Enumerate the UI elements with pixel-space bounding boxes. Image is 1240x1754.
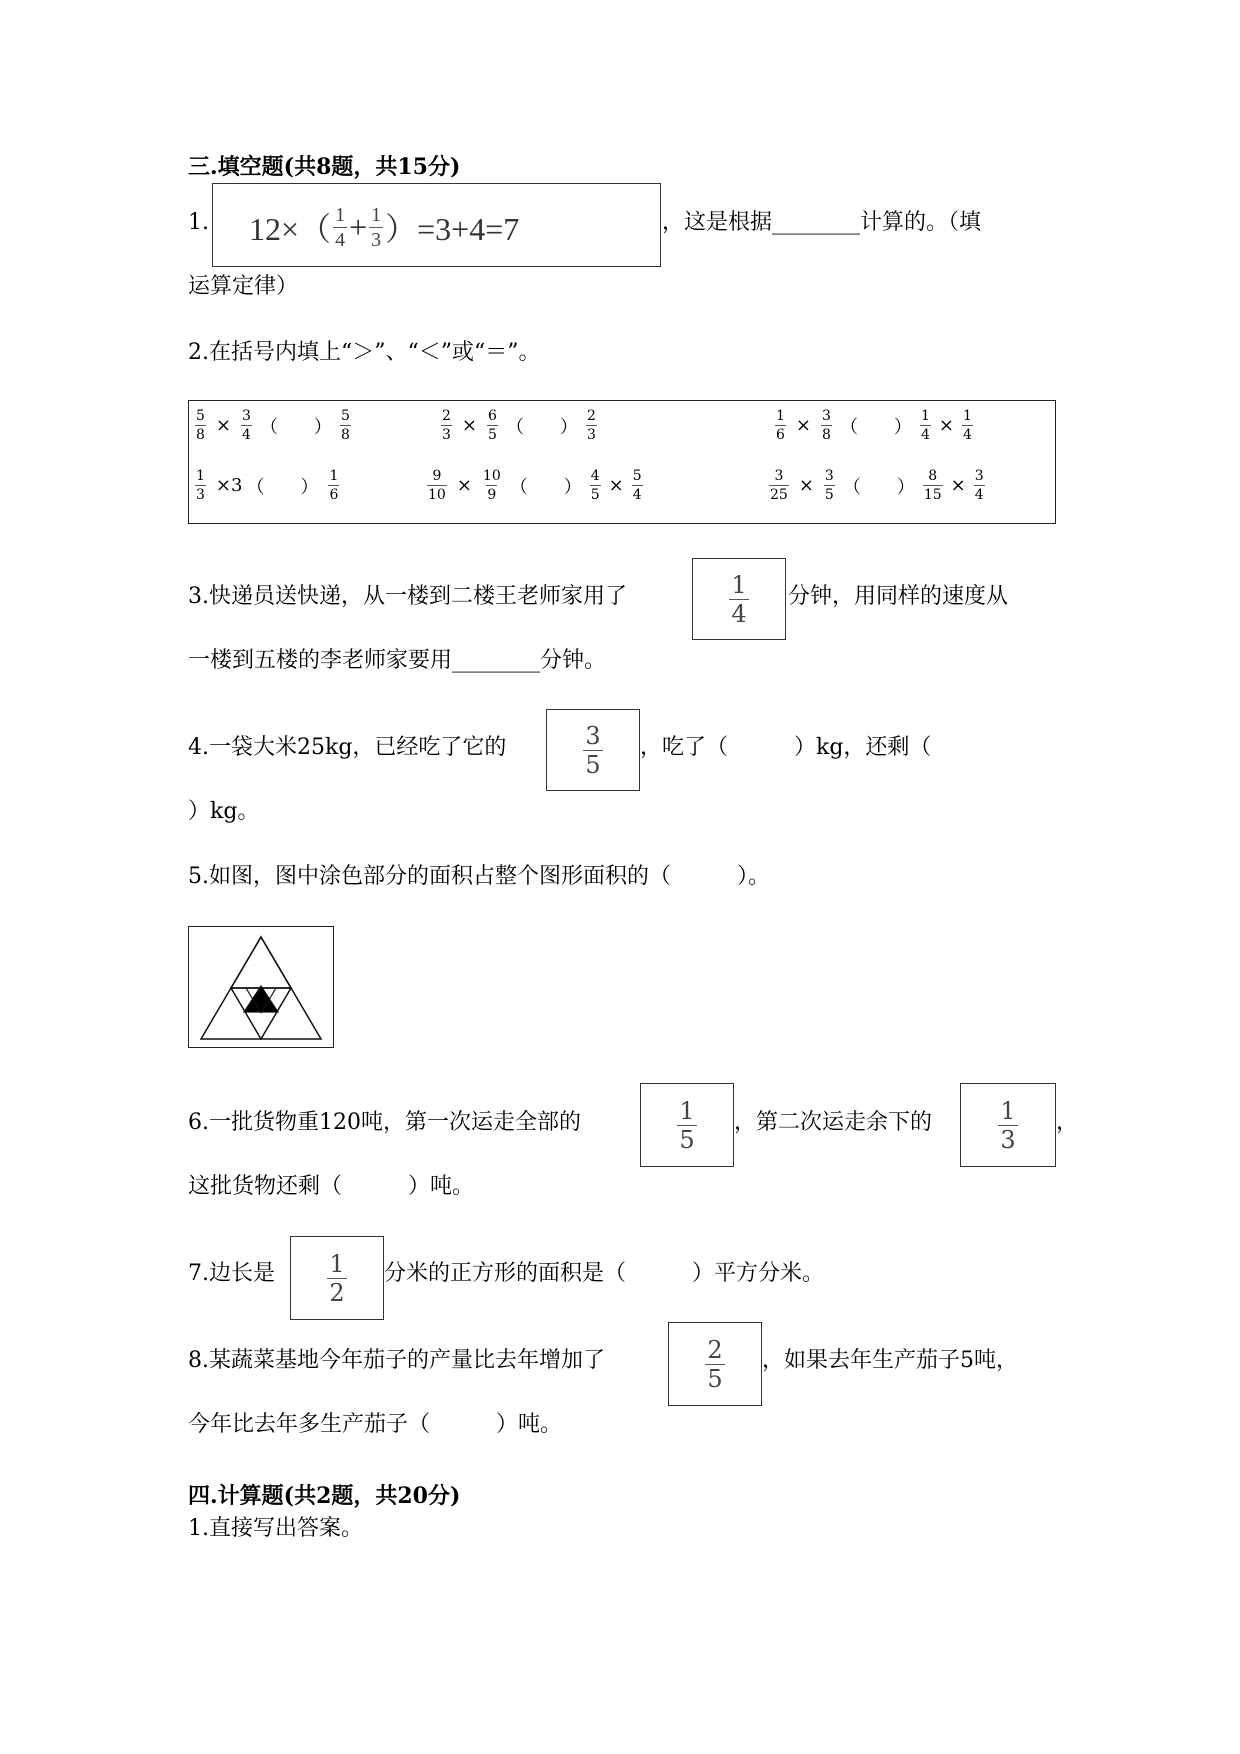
q7-after: 分米的正方形的面积是（ ）平方分米。 xyxy=(384,1261,825,1286)
q1-number: 1. xyxy=(188,210,209,235)
formula-frac-2: $\frac{1}{3}$ xyxy=(371,203,382,251)
q5-text: 5.如图，图中涂色部分的面积占整个图形面积的（ ）。 xyxy=(188,864,770,889)
q7-fraction-box xyxy=(290,1236,384,1320)
q1-formula-box xyxy=(212,183,661,267)
sec4-q1-text: 1.直接写出答案。 xyxy=(188,1516,363,1541)
q1-after-text: ，这是根据________计算的。（填 xyxy=(662,210,982,235)
q8-after: ，如果去年生产茄子5吨， xyxy=(762,1348,1018,1373)
q8-fraction: $\frac{2}{5}$ xyxy=(707,1335,723,1393)
q2-item-5: $\frac{9}{10}$ × $\frac{10}{9}$ （ ） $\frac{4}{5}$ × $\frac{5}{4}$ xyxy=(428,468,642,503)
q7-before: 7.边长是 xyxy=(188,1261,275,1286)
blank-paren: （ ） xyxy=(246,476,319,498)
formula-lead: 12×（ xyxy=(249,211,332,247)
q6-fraction-box-1 xyxy=(640,1083,734,1167)
q2-item-4: $\frac{1}{3}$ ×3 （ ） $\frac{1}{6}$ xyxy=(196,468,339,503)
q2-item-1: $\frac{5}{8}$ × $\frac{3}{4}$ （ ） $\frac{5}{8}$ xyxy=(196,408,350,443)
q1-line2: 运算定律） xyxy=(188,274,299,299)
q4-fraction-box xyxy=(546,709,640,791)
q6-fraction-box-2 xyxy=(960,1083,1056,1167)
q3-after: 分钟，用同样的速度从 xyxy=(788,584,1009,609)
q6-mid: ，第二次运走余下的 xyxy=(734,1110,933,1135)
q6-line2: 这批货物还剩（ ）吨。 xyxy=(188,1174,475,1199)
shaded-triangle xyxy=(244,986,278,1012)
q8-line2: 今年比去年多生产茄子（ ）吨。 xyxy=(188,1412,563,1437)
q8-fraction-box xyxy=(668,1322,762,1406)
formula-frac-1: $\frac{1}{4}$ xyxy=(335,203,346,251)
q6-fraction-2: $\frac{1}{3}$ xyxy=(1000,1096,1016,1154)
q4-before: 4.一袋大米25kg，已经吃了它的 xyxy=(188,735,507,760)
q8-before: 8.某蔬菜基地今年茄子的产量比去年增加了 xyxy=(188,1348,605,1373)
q3-fraction-box xyxy=(692,558,786,640)
q3-before: 3.快递员送快递，从一楼到二楼王老师家用了 xyxy=(188,584,627,609)
q5-figure xyxy=(188,926,334,1048)
q4-after: ，吃了（ ）kg，还剩（ xyxy=(640,735,932,760)
blank-paren: （ ） xyxy=(259,416,332,438)
section-3-heading: 三.填空题(共8题，共15分) xyxy=(188,154,461,180)
q2-row-2 xyxy=(189,469,1055,519)
q2-item-6: $\frac{3}{25}$ × $\frac{3}{5}$ （ ） $\frac{8}{15}$ × $\frac{3}{4}$ xyxy=(770,468,984,503)
q4-fraction: $\frac{3}{5}$ xyxy=(585,721,601,779)
q2-row-1 xyxy=(189,409,1055,459)
q6-after: ， xyxy=(1056,1110,1079,1135)
blank-paren: （ ） xyxy=(839,416,912,438)
formula-tail: ）=3+4=7 xyxy=(385,211,520,247)
q2-item-3: $\frac{1}{6}$ × $\frac{3}{8}$ （ ） $\frac{1}{4}$ × $\frac{1}{4}$ xyxy=(776,408,972,443)
q6-fraction-1: $\frac{1}{5}$ xyxy=(679,1096,695,1154)
q1-formula xyxy=(249,204,519,250)
nested-triangles-figure xyxy=(189,927,333,1047)
q4-line2: ）kg。 xyxy=(188,799,260,824)
formula-plus: + xyxy=(349,208,368,245)
q2-text: 2.在括号内填上“＞”、“＜”或“＝”。 xyxy=(188,340,541,365)
blank-paren: （ ） xyxy=(505,416,578,438)
blank-paren: （ ） xyxy=(509,476,582,498)
q2-compare-table xyxy=(188,400,1056,524)
q2-item-2: $\frac{2}{3}$ × $\frac{6}{5}$ （ ） $\frac{2}{3}$ xyxy=(442,408,596,443)
q7-fraction: $\frac{1}{2}$ xyxy=(329,1249,345,1307)
q6-before: 6.一批货物重120吨，第一次运走全部的 xyxy=(188,1110,581,1135)
q3-fraction: $\frac{1}{4}$ xyxy=(731,570,747,628)
blank-paren: （ ） xyxy=(842,476,915,498)
section-4-heading: 四.计算题(共2题，共20分) xyxy=(188,1483,461,1509)
q3-line2: 一楼到五楼的李老师家要用________分钟。 xyxy=(188,648,607,673)
